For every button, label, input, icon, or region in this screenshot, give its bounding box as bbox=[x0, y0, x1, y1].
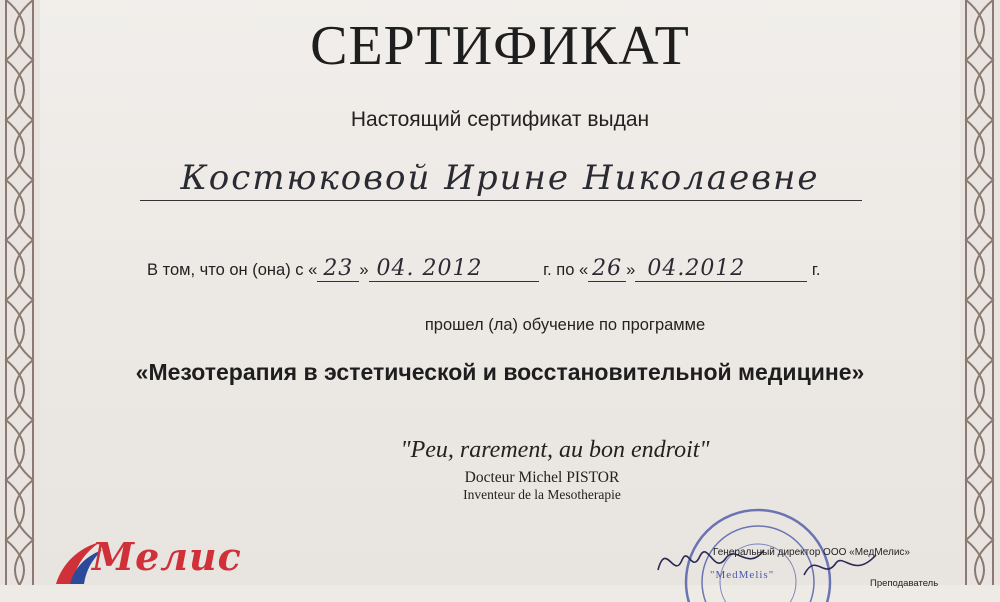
end-date: 04.2012 bbox=[635, 256, 807, 282]
recipient-name: Костюковой Ирине Николаевне bbox=[180, 158, 820, 198]
stamp-text: "MedMelis" bbox=[710, 569, 775, 581]
motto-author: Docteur Michel PISTOR bbox=[464, 469, 620, 486]
dates-prefix: В том, что он (она) с « bbox=[147, 261, 318, 279]
close-quote-1: » bbox=[359, 261, 369, 279]
certificate-title: СЕРТИФИКАТ bbox=[310, 15, 690, 77]
start-day: 23 bbox=[317, 256, 359, 282]
name-underline bbox=[140, 200, 862, 201]
issued-to-text: Настоящий сертификат выдан bbox=[350, 108, 650, 131]
close-quote-2: » bbox=[626, 261, 636, 279]
logo-text: Мелис bbox=[92, 534, 242, 579]
dates-suffix: г. bbox=[811, 261, 821, 279]
program-title: «Мезотерапия в эстетической и восстановительной медицине» bbox=[135, 359, 865, 385]
director-caption: Генеральный директор ООО «МедМелис» bbox=[713, 547, 910, 558]
start-date: 04. 2012 bbox=[369, 256, 539, 282]
teacher-caption: Преподаватель bbox=[870, 578, 939, 589]
dates-line bbox=[147, 256, 821, 282]
motto-author-role: Inventeur de la Mesotherapie bbox=[463, 487, 621, 502]
passed-training-text: прошел (ла) обучение по программе bbox=[424, 316, 706, 334]
dates-middle: г. по « bbox=[543, 261, 589, 279]
motto: "Peu, rarement, au bon endroit" bbox=[400, 437, 710, 463]
end-day: 26 bbox=[588, 256, 626, 282]
